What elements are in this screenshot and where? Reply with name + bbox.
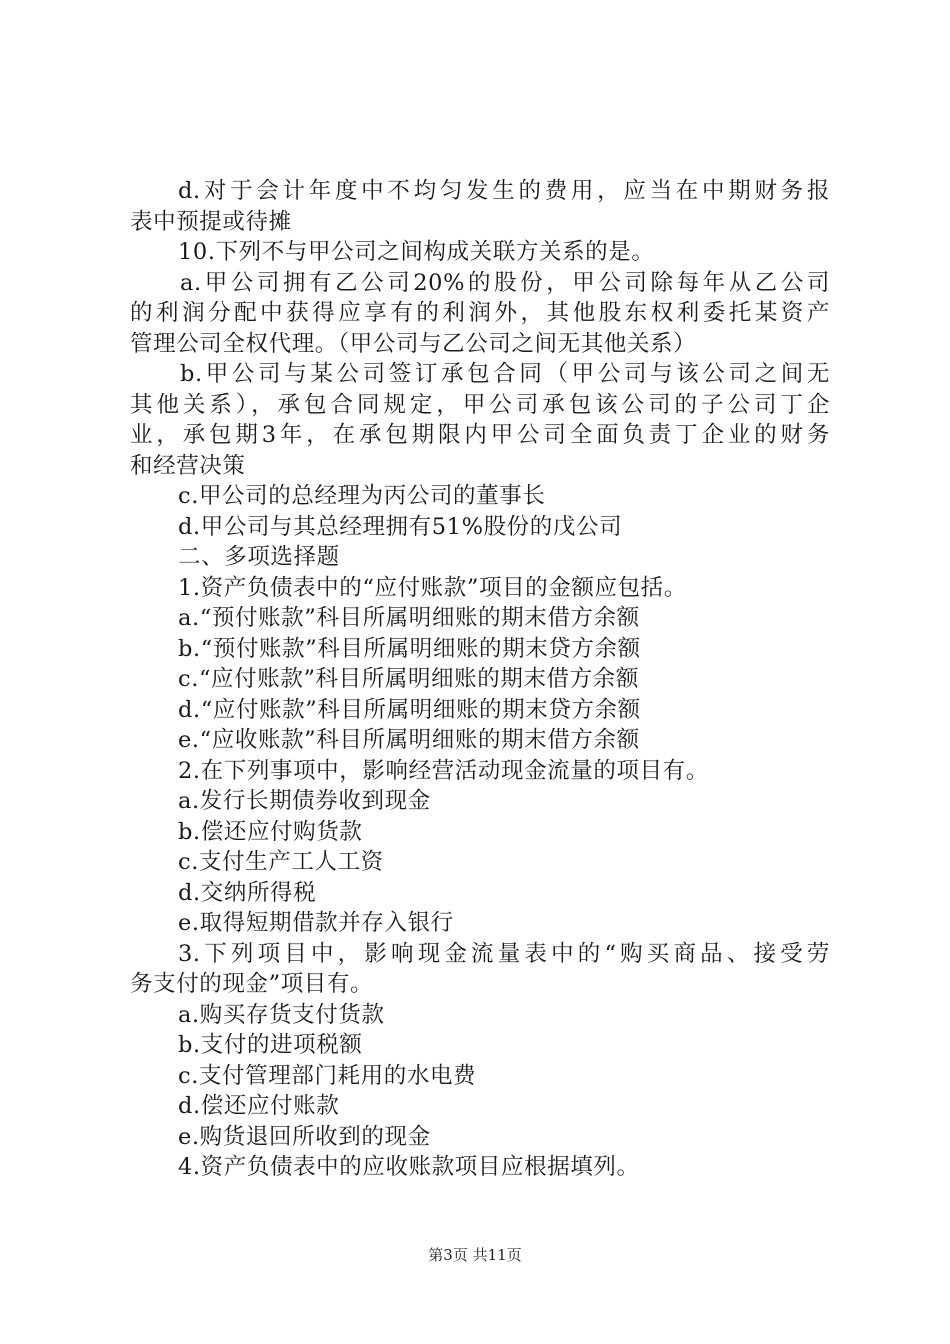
option-line: b.甲公司与某公司签订承包合同（甲公司与该公司之间无	[180, 361, 830, 387]
text-line: 的利润分配中获得应享有的利润外，其他股东权利委托某资产	[130, 300, 830, 326]
option-line: d.甲公司与其总经理拥有51%股份的戊公司	[178, 513, 623, 540]
option-line: b.“预付账款”科目所属明细账的期末贷方余额	[178, 635, 641, 662]
text-line: 表中预提或待摊	[130, 208, 292, 235]
option-line: e.“应收账款”科目所属明细账的期末借方余额	[178, 727, 640, 753]
option-line: c.支付管理部门耗用的水电费	[178, 1062, 477, 1089]
text-line: 其他关系），承包合同规定，甲公司承包该公司的子公司丁企	[130, 391, 830, 418]
option-line: a.购买存货支付货款	[178, 1001, 385, 1028]
question-heading: 2.在下列事项中，影响经营活动现金流量的项目有。	[178, 757, 709, 784]
option-line: b.支付的进项税额	[178, 1032, 363, 1058]
option-line: a.“预付账款”科目所属明细账的期末借方余额	[178, 605, 640, 631]
section-heading: 二、多项选择题	[178, 544, 340, 570]
option-line: c.支付生产工人工资	[178, 849, 384, 875]
option-line: a.发行长期债券收到现金	[178, 788, 431, 814]
text-line: 业，承包期3年，在承包期限内甲公司全面负责丁企业的财务	[130, 422, 830, 448]
option-line: b.偿还应付购货款	[178, 818, 363, 845]
option-line: d.“应付账款”科目所属明细账的期末贷方余额	[178, 696, 641, 723]
option-line: c.“应付账款”科目所属明细账的期末借方余额	[178, 666, 639, 692]
option-line: a.甲公司拥有乙公司20%的股份，甲公司除每年从乙公司	[180, 269, 830, 296]
option-line: c.甲公司的总经理为丙公司的董事长	[178, 483, 546, 509]
question-heading: 4.资产负债表中的应收账款项目应根据填列。	[178, 1154, 640, 1180]
option-line: e.取得短期借款并存入银行	[178, 910, 454, 936]
text-line: 务支付的现金”项目有。	[130, 971, 374, 997]
question-heading: 1.资产负债表中的“应付账款”项目的金额应包括。	[178, 574, 687, 601]
question-heading: 10.下列不与甲公司之间构成关联方关系的是。	[178, 239, 655, 265]
text-line: d.对于会计年度中不均匀发生的费用，应当在中期财务报	[178, 178, 830, 204]
option-line: e.购货退回所收到的现金	[178, 1123, 431, 1150]
option-line: d.偿还应付账款	[178, 1093, 340, 1119]
document-body	[130, 176, 830, 1183]
text-line: 和经营决策	[130, 452, 246, 479]
question-heading: 3.下列项目中，影响现金流量表中的“购买商品、接受劳	[178, 940, 830, 967]
page-footer: 第3页 共11页	[428, 1246, 522, 1264]
text-line: 管理公司全权代理。（甲公司与乙公司之间无其他关系）	[130, 330, 697, 357]
option-line: d.交纳所得税	[178, 879, 317, 906]
